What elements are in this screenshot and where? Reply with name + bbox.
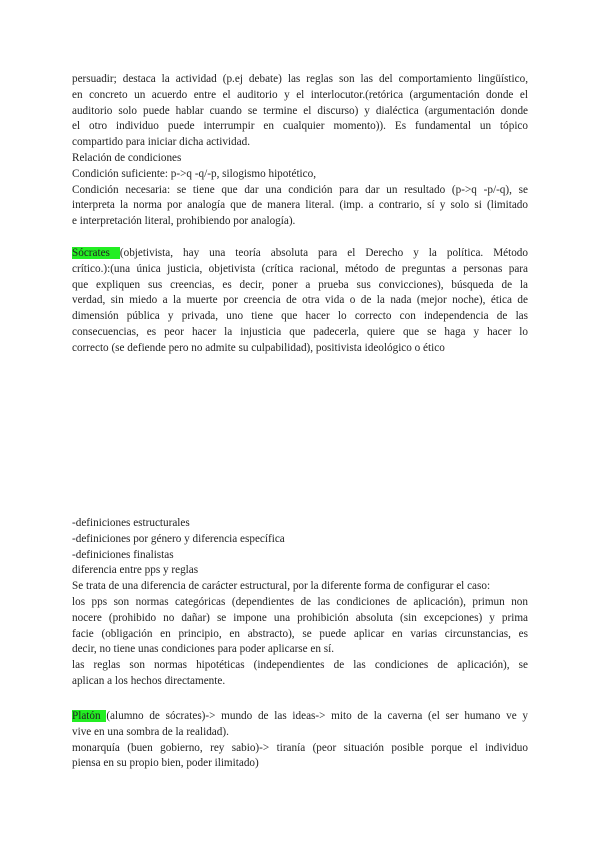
text-line: -definiciones finalistas — [72, 548, 174, 561]
text-line: compartido para iniciar dicha actividad. — [72, 136, 250, 149]
text-line: dimensión pública y privada, uno tiene que hacer lo correcto con independencia de las — [72, 310, 528, 323]
text-line: las reglas son normas hipotéticas (independientes de las condiciones de aplicación), se — [72, 659, 528, 672]
text-line: Se trata de una diferencia de carácter estructural, por la diferente forma de configurar el caso: — [72, 580, 491, 593]
text-line: piensa en su propio bien, poder ilimitado) — [72, 757, 259, 770]
text-span: (objetivista, hay una teoría absoluta para el Derecho y la política. Método — [119, 247, 528, 259]
text-span: (alumno de sócrates)-> mundo de las ideas-> mito de la caverna (el ser humano ve y — [106, 710, 528, 722]
text-line — [72, 709, 528, 725]
text-line: los pps son normas categóricas (dependientes de las condiciones de aplicación), primun non — [72, 595, 528, 608]
paragraph-platon — [72, 709, 528, 772]
text-line: -definiciones por género y diferencia específica — [72, 532, 285, 545]
highlighted-name: Platón — [72, 710, 107, 722]
text-line: diferencia entre pps y reglas — [72, 564, 199, 577]
text-line: persuadir; destaca la actividad (p.ej debate) las reglas son las del comportamiento lingüístico, — [72, 73, 528, 85]
text-line: nocere (prohibido no dañar) se impone una prohibición absoluta (sin excepciones) y prima — [72, 611, 528, 624]
text-line — [72, 246, 528, 262]
text-line: verdad, sin miedo a la muerte por creencia de otra vida o de la nada (mejor noche), ética de — [72, 294, 528, 307]
text-line: en concreto un acuerdo entre el auditorio y el interlocutor.(retórica (argumentación donde el — [72, 88, 528, 101]
paragraph-argumentation-conditions — [72, 72, 528, 230]
paragraph-socrates — [72, 246, 528, 357]
text-line: decir, no tiene unas condiciones para poder aplicarse en sí. — [72, 643, 335, 656]
text-line: e interpretación literal, prohibiendo por analogía). — [72, 215, 296, 228]
text-line: interpreta la norma por analogía que de manera literal. (imp. a contrario, sí y solo si (limitado — [72, 199, 528, 212]
text-line: correcto (se defiende pero no admite su culpabilidad), positivista ideológico o ético — [72, 341, 445, 354]
text-line: Condición suficiente: p->q -q/-p, silogismo hipotético, — [72, 167, 317, 180]
text-line: aplican a los hechos directamente. — [72, 674, 226, 687]
highlighted-name: Sócrates — [72, 247, 120, 259]
text-line: monarquía (buen gobierno, rey sabio)-> tiranía (peor situación posible porque el individuo — [72, 741, 528, 754]
text-line: consecuencias, es peor hacer la injusticia que padecerla, quiere que se haga y hacer lo — [72, 325, 528, 338]
text-line: crítico.):(una única justicia, objetivista (crítica racional, método de preguntas a personas para — [72, 262, 528, 275]
text-line: auditorio solo puede hablar cuando se termine el discurso) y dialéctica (argumentación donde — [72, 104, 528, 117]
paragraph-definitions-principles-rules — [72, 516, 528, 690]
text-line: facie (obligación en principio, en abstracto), se puede aplicar en varias circunstancias, es — [72, 627, 528, 640]
text-line: vive en una sombra de la realidad). — [72, 725, 229, 738]
text-line: el otro individuo puede interrumpir en cualquier momento)). Es fundamental un tópico — [72, 120, 528, 133]
text-line: -definiciones estructurales — [72, 517, 190, 529]
text-line: Condición necesaria: se tiene que dar una condición para dar un resultado (p->q -p/-q), se — [72, 183, 528, 196]
text-line: Relación de condiciones — [72, 151, 182, 164]
text-line: que expliquen sus creencias, es decir, poner a prueba sus convicciones), búsqueda de la — [72, 278, 528, 291]
